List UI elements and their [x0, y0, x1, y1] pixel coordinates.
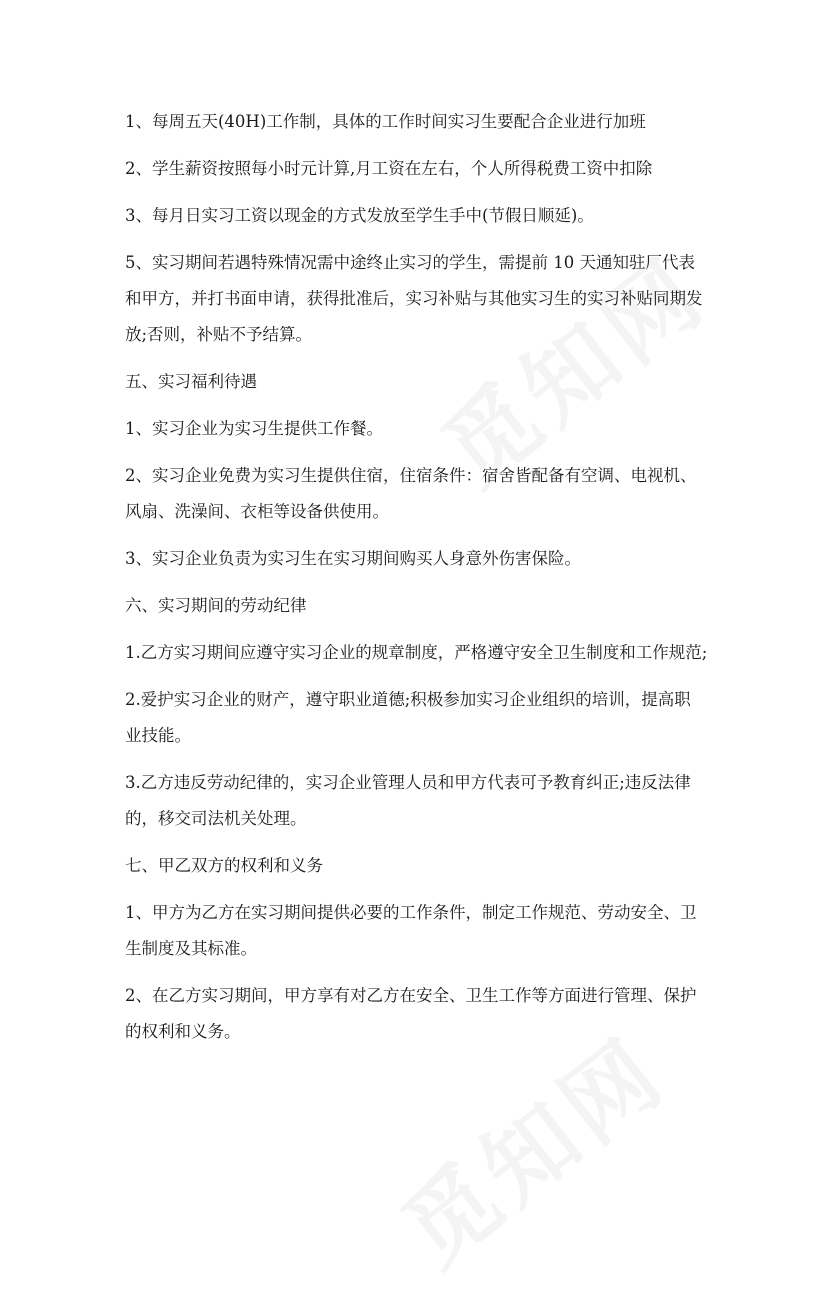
paragraph-line: 1.乙方实习期间应遵守实习企业的规章制度，严格遵守安全卫生制度和工作规范;: [125, 643, 708, 662]
paragraph-line: 2、在乙方实习期间，甲方享有对乙方在安全、卫生工作等方面进行管理、保护: [125, 986, 697, 1005]
paragraph-line: 2、实习企业免费为实习生提供住宿，住宿条件：宿舍皆配备有空调、电视机、: [125, 466, 697, 485]
paragraph-housing: [125, 458, 715, 530]
section-heading: 六、实习期间的劳动纪律: [125, 596, 307, 615]
paragraph-termination: [125, 245, 715, 353]
paragraph-ethics: [125, 682, 715, 754]
paragraph-line: 1、实习企业为实习生提供工作餐。: [125, 419, 383, 438]
paragraph-line: 业技能。: [125, 726, 191, 745]
paragraph-line: 生制度及其标准。: [125, 939, 257, 958]
section-heading: 五、实习福利待遇: [125, 372, 257, 391]
paragraph-salary: [125, 151, 715, 187]
paragraph-line: 3、实习企业负责为实习生在实习期间购买人身意外伤害保险。: [125, 549, 581, 568]
paragraph-line: 2、学生薪资按照每小时元计算,月工资在左右，个人所得税费工资中扣除: [125, 159, 653, 178]
paragraph-line: 的，移交司法机关处理。: [125, 809, 307, 828]
paragraph-party-a-duties: [125, 895, 715, 967]
paragraph-work-schedule: [125, 104, 715, 140]
paragraph-line: 2.爱护实习企业的财产，遵守职业道德;积极参加实习企业组织的培训，提高职: [125, 690, 691, 709]
section-heading-discipline: [125, 588, 715, 624]
paragraph-rules: [125, 635, 715, 671]
paragraph-line: 的权利和义务。: [125, 1022, 241, 1041]
paragraph-line: 风扇、洗澡间、衣柜等设备供使用。: [125, 502, 389, 521]
paragraph-line: 和甲方，并打书面申请，获得批准后，实习补贴与其他实习生的实习补贴同期发: [125, 289, 703, 308]
paragraph-meals: [125, 411, 715, 447]
paragraph-party-a-rights: [125, 978, 715, 1050]
section-heading-rights: [125, 848, 715, 884]
paragraph-line: 3、每月日实习工资以现金的方式发放至学生手中(节假日顺延)。: [125, 206, 594, 225]
paragraph-line: 1、甲方为乙方在实习期间提供必要的工作条件，制定工作规范、劳动安全、卫: [125, 903, 697, 922]
section-heading-benefits: [125, 364, 715, 400]
paragraph-line: 3.乙方违反劳动纪律的，实习企业管理人员和甲方代表可予教育纠正;违反法律: [125, 773, 691, 792]
paragraph-line: 5、实习期间若遇特殊情况需中途终止实习的学生，需提前 10 天通知驻厂代表: [125, 253, 695, 272]
document-body: [125, 104, 715, 1050]
paragraph-line: 1、每周五天(40H)工作制，具体的工作时间实习生要配合企业进行加班: [125, 112, 646, 131]
paragraph-payment: [125, 198, 715, 234]
paragraph-violations: [125, 765, 715, 837]
paragraph-insurance: [125, 541, 715, 577]
paragraph-line: 放;否则，补贴不予结算。: [125, 325, 313, 344]
section-heading: 七、甲乙双方的权利和义务: [125, 856, 323, 875]
